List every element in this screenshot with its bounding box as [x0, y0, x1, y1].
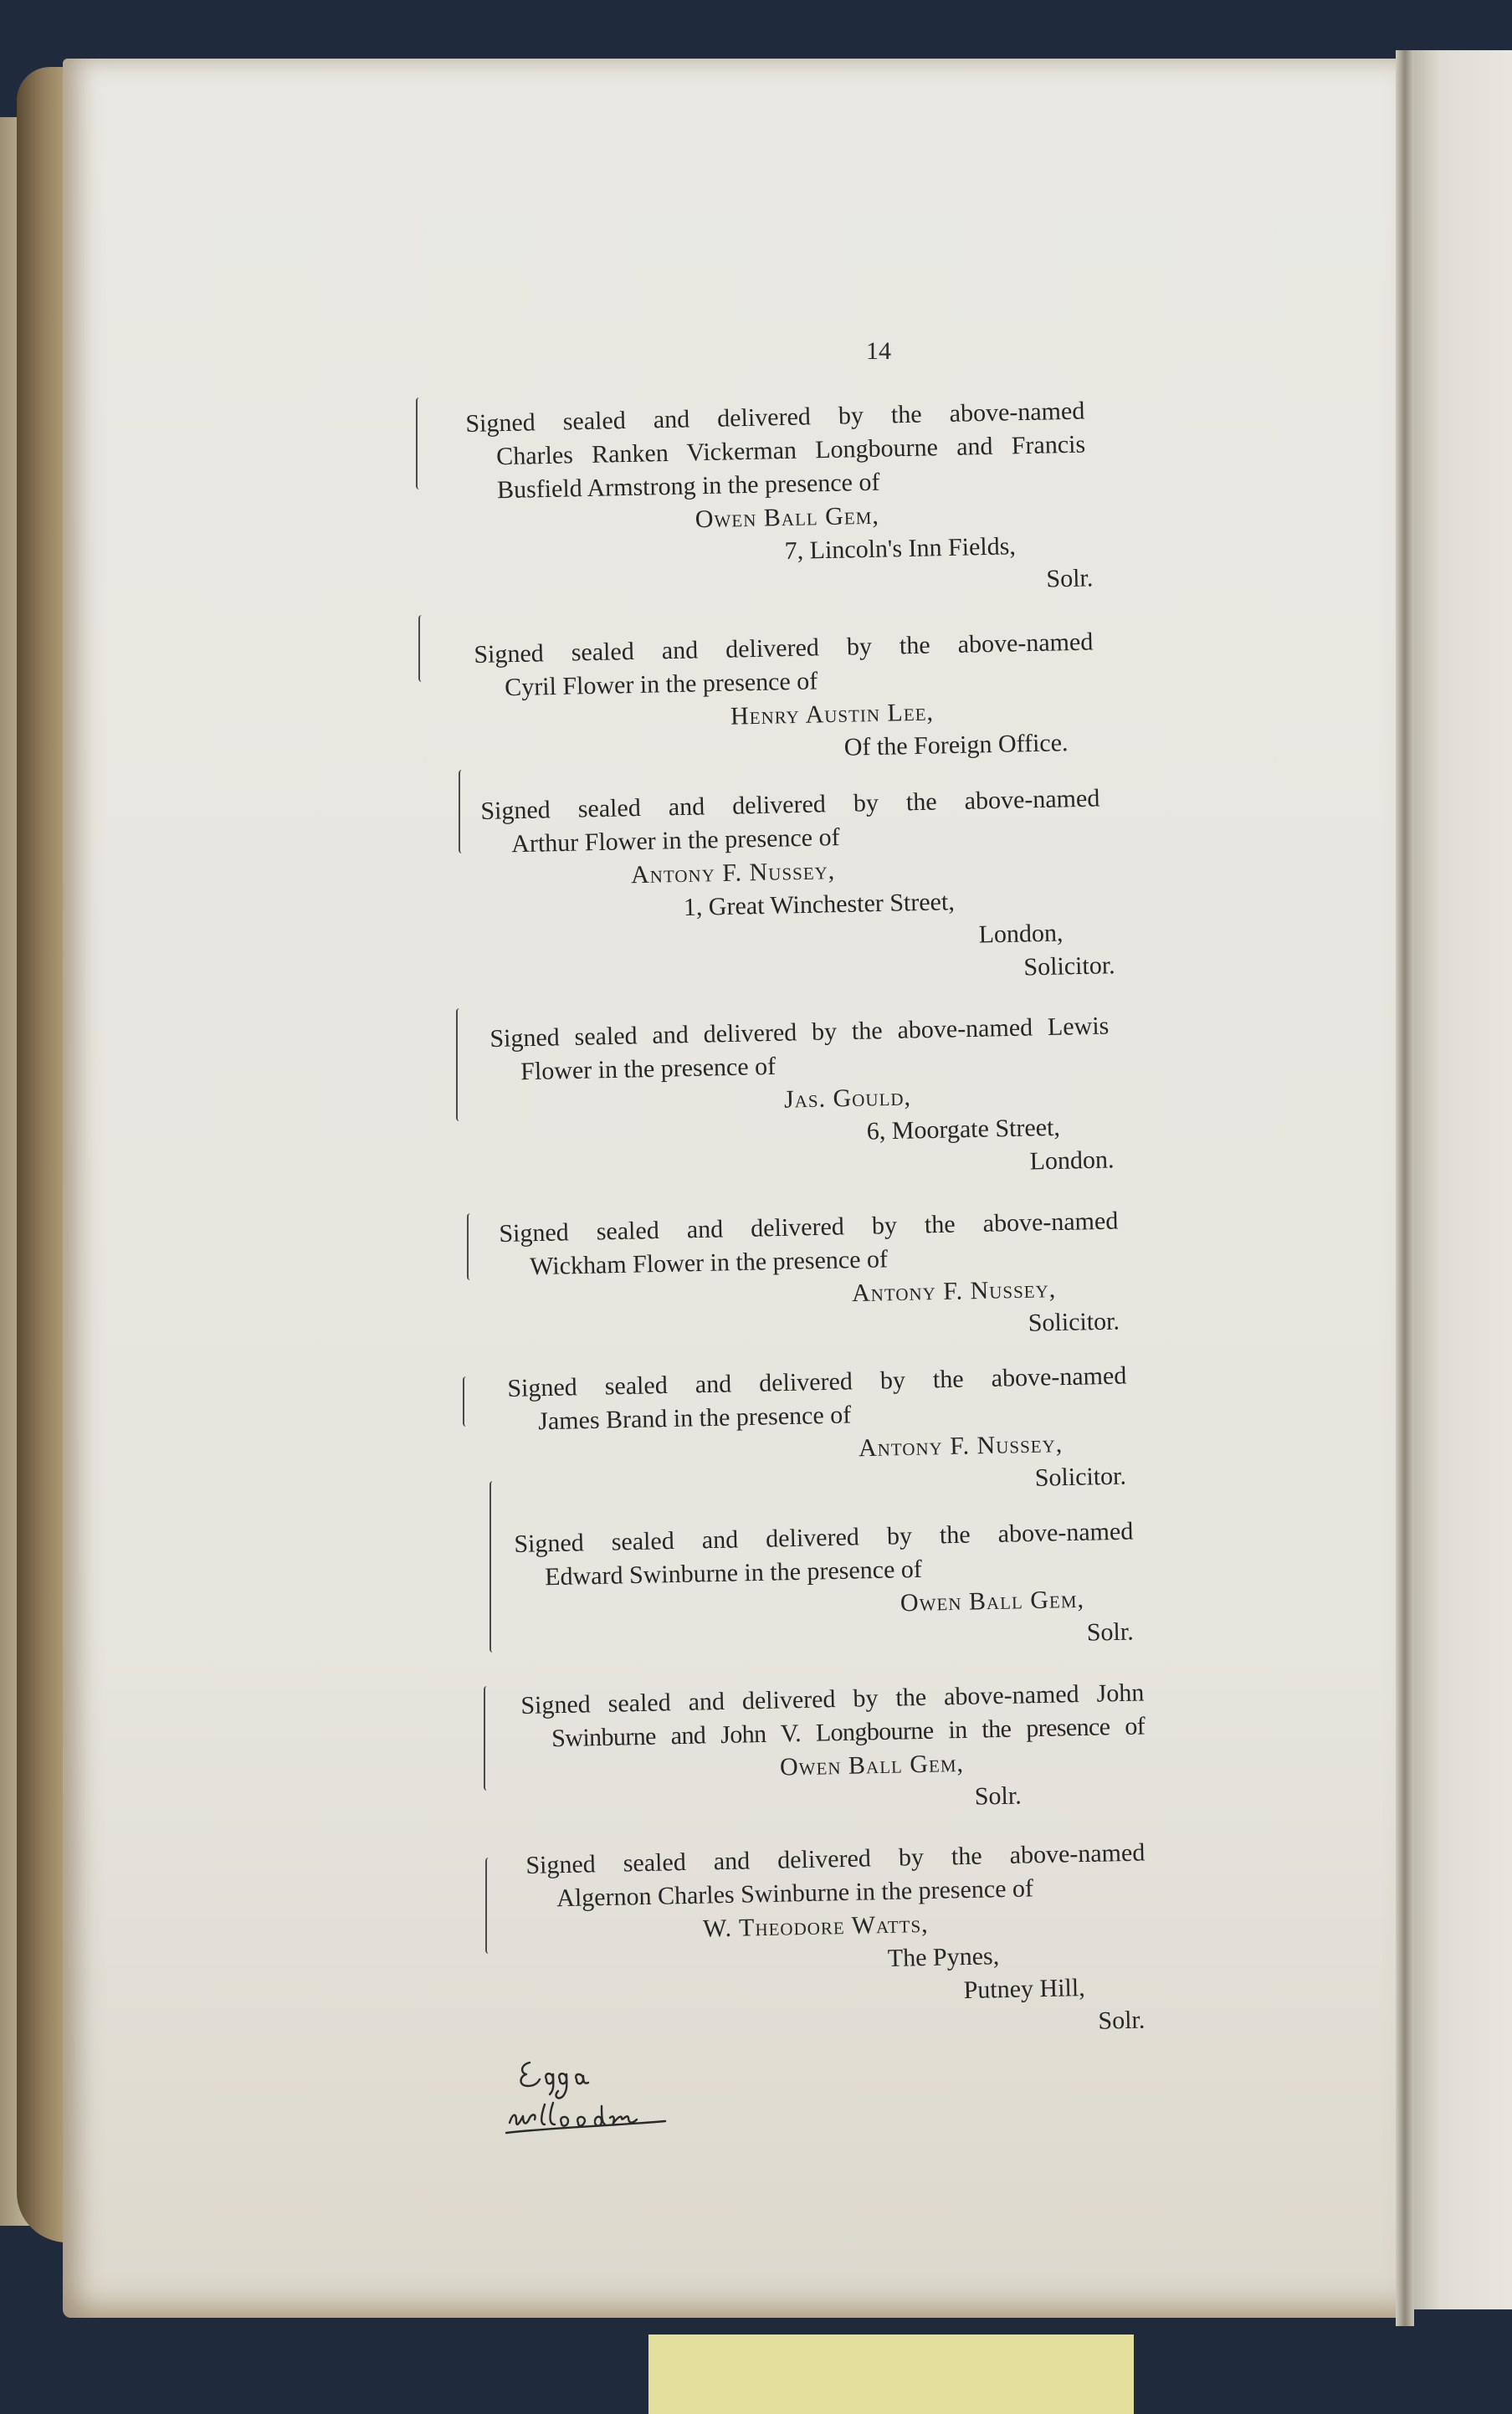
attestation-line: Edward Swinburne in the presence of	[544, 1555, 923, 1591]
attestation-line: Arthur Flower in the presence of	[510, 823, 840, 858]
margin-bracket	[416, 397, 423, 489]
witness-name: Antony F. Nussey,	[858, 1430, 1064, 1463]
witness-address: Putney Hill,	[963, 1974, 1085, 2005]
witness-name: Owen Ball Gem,	[779, 1749, 965, 1781]
attestation-line: Signed sealed and delivered by the above-named John	[520, 1679, 1145, 1720]
margin-bracket	[463, 1376, 469, 1427]
witness-address: London.	[1029, 1145, 1115, 1176]
attestation-block	[525, 1837, 1149, 2050]
attestation-line: Cyril Flower in the presence of	[504, 667, 818, 702]
witness-address: 1, Great Winchester Street,	[683, 888, 956, 921]
attestation-line: Busfield Armstrong in the presence of	[496, 468, 880, 505]
attestation-block	[480, 782, 1115, 996]
margin-bracket	[418, 615, 425, 682]
attestation-block	[499, 1205, 1120, 1351]
witness-name: Henry Austin Lee,	[730, 698, 935, 730]
attestation-line: Algernon Charles Swinburne in the presence of	[556, 1874, 1034, 1913]
margin-bracket	[459, 770, 465, 853]
page-number: 14	[866, 337, 891, 365]
margin-bracket	[489, 1481, 496, 1653]
witness-title: Solr.	[1046, 564, 1094, 593]
margin-bracket	[485, 1858, 492, 1954]
witness-address: Of the Foreign Office.	[843, 729, 1069, 761]
witness-address: 6, Moorgate Street,	[866, 1113, 1061, 1145]
witness-name: Owen Ball Gem,	[900, 1585, 1085, 1617]
facing-page	[1410, 50, 1512, 2309]
attestation-line: Wickham Flower in the presence of	[529, 1245, 889, 1281]
attestation-line: Signed sealed and delivered by the above-named	[480, 784, 1100, 825]
attestation-line: Signed sealed and delivered by the above-named	[465, 397, 1085, 438]
witness-name: W. Theodore Watts,	[702, 1909, 929, 1943]
attestation-block	[489, 1010, 1115, 1190]
attestation-line: Charles Ranken Vickerman Longbourne and Francis	[495, 430, 1086, 471]
witness-address: London,	[978, 919, 1064, 949]
paper-tab	[648, 2335, 1134, 2414]
attestation-line: Signed sealed and delivered by the above-named	[474, 628, 1094, 669]
attestation-line: Signed sealed and delivered by the above-named	[507, 1361, 1127, 1402]
witness-name: Owen Ball Gem,	[694, 501, 880, 534]
attestation-block	[520, 1676, 1146, 1823]
attestation-block	[514, 1515, 1135, 1662]
witness-title: Solicitor.	[1023, 951, 1115, 981]
witness-address: 7, Lincoln's Inn Fields,	[784, 532, 1017, 566]
witness-title: Solicitor.	[1034, 1462, 1127, 1492]
attestation-line: Signed sealed and delivered by the above-named	[514, 1517, 1134, 1558]
witness-address: The Pynes,	[887, 1942, 1000, 1972]
attestation-block	[465, 395, 1094, 608]
attestation-line: James Brand in the presence of	[537, 1401, 852, 1436]
attestation-line: Flower in the presence of	[520, 1052, 777, 1086]
witness-title: Solr.	[1086, 1617, 1134, 1647]
witness-name: Antony F. Nussey,	[630, 857, 836, 889]
handwritten-signature	[498, 2054, 690, 2146]
margin-bracket	[456, 1008, 463, 1121]
witness-title: Solr.	[1098, 2006, 1146, 2035]
attestation-block	[507, 1360, 1129, 1506]
witness-title: Solr.	[974, 1781, 1022, 1811]
attestation-block	[474, 626, 1095, 772]
book-gutter	[1396, 50, 1414, 2326]
margin-bracket	[484, 1686, 490, 1791]
attestation-line: Signed sealed and delivered by the above-named	[525, 1838, 1146, 1879]
margin-bracket	[467, 1213, 474, 1280]
witness-title: Solicitor.	[1028, 1307, 1120, 1337]
attestation-line: Signed sealed and delivered by the above-named Lewis	[489, 1012, 1110, 1053]
witness-name: Jas. Gould,	[783, 1083, 912, 1114]
attestation-line: Swinburne and John V. Longbourne in the presence of	[551, 1712, 1146, 1753]
witness-name: Antony F. Nussey,	[851, 1275, 1057, 1308]
attestation-line: Signed sealed and delivered by the above-named	[499, 1207, 1119, 1248]
